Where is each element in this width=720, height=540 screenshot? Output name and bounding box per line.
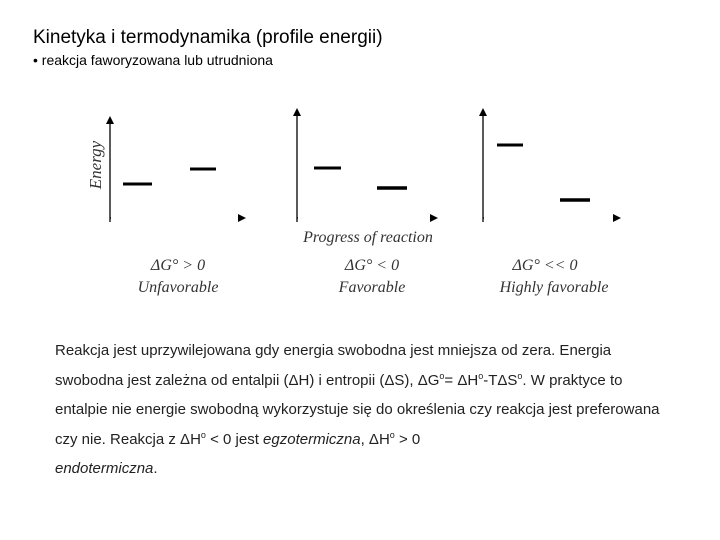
sup-o-1: o [439, 370, 445, 381]
text-part-4: , ΔH [360, 430, 390, 448]
equation-delta-g: ΔG [417, 371, 440, 389]
x-axis-label: Progress of reaction [303, 229, 433, 246]
sup-o-2: o [478, 370, 484, 381]
panel-2-delta-g: ΔG° < 0 [344, 257, 400, 274]
page-title: Kinetyka i termodynamika (profile energii) [33, 27, 383, 48]
equation-t-delta-s: -TΔS [483, 371, 518, 389]
text-dot: . [522, 371, 527, 389]
y-axis-label: Energy [86, 140, 105, 190]
text-part-2: W praktyce to entalpie nie energie swobodną wykorzystuje się do określenia czy reakcja jest preferowana czy nie. Reakcja z ΔH [55, 371, 660, 448]
panel-favorable [297, 110, 436, 222]
panel-1-verdict: Unfavorable [137, 279, 219, 296]
text-part-5: > 0 [394, 430, 421, 448]
text-end: . [153, 460, 158, 477]
panel-3-delta-g: ΔG° << 0 [512, 257, 578, 274]
term-exothermic: egzotermiczna [263, 430, 361, 448]
term-endothermic: endotermiczna [55, 460, 154, 477]
sup-o-3: o [517, 370, 523, 381]
sup-o-4: o [200, 429, 206, 440]
panel-3-verdict: Highly favorable [499, 279, 609, 296]
panel-highly-favorable [483, 110, 619, 222]
text-part-3: < 0 jest [205, 430, 264, 448]
panel-1-delta-g: ΔG° > 0 [150, 257, 206, 274]
page-subtitle: • reakcja faworyzowana lub utrudniona [33, 52, 273, 68]
explanation-paragraph [55, 336, 665, 484]
panel-unfavorable [110, 118, 244, 222]
sup-o-5: o [389, 429, 395, 440]
panel-2-verdict: Favorable [338, 279, 406, 296]
text-part-1: Reakcja jest uprzywilejowana gdy energia swobodna jest mniejsza od zera. Energia swobodna jest zależna od entalpii (ΔH) i entropii (ΔS), [55, 342, 612, 389]
equation-equals-delta-h: = ΔH [444, 371, 479, 389]
